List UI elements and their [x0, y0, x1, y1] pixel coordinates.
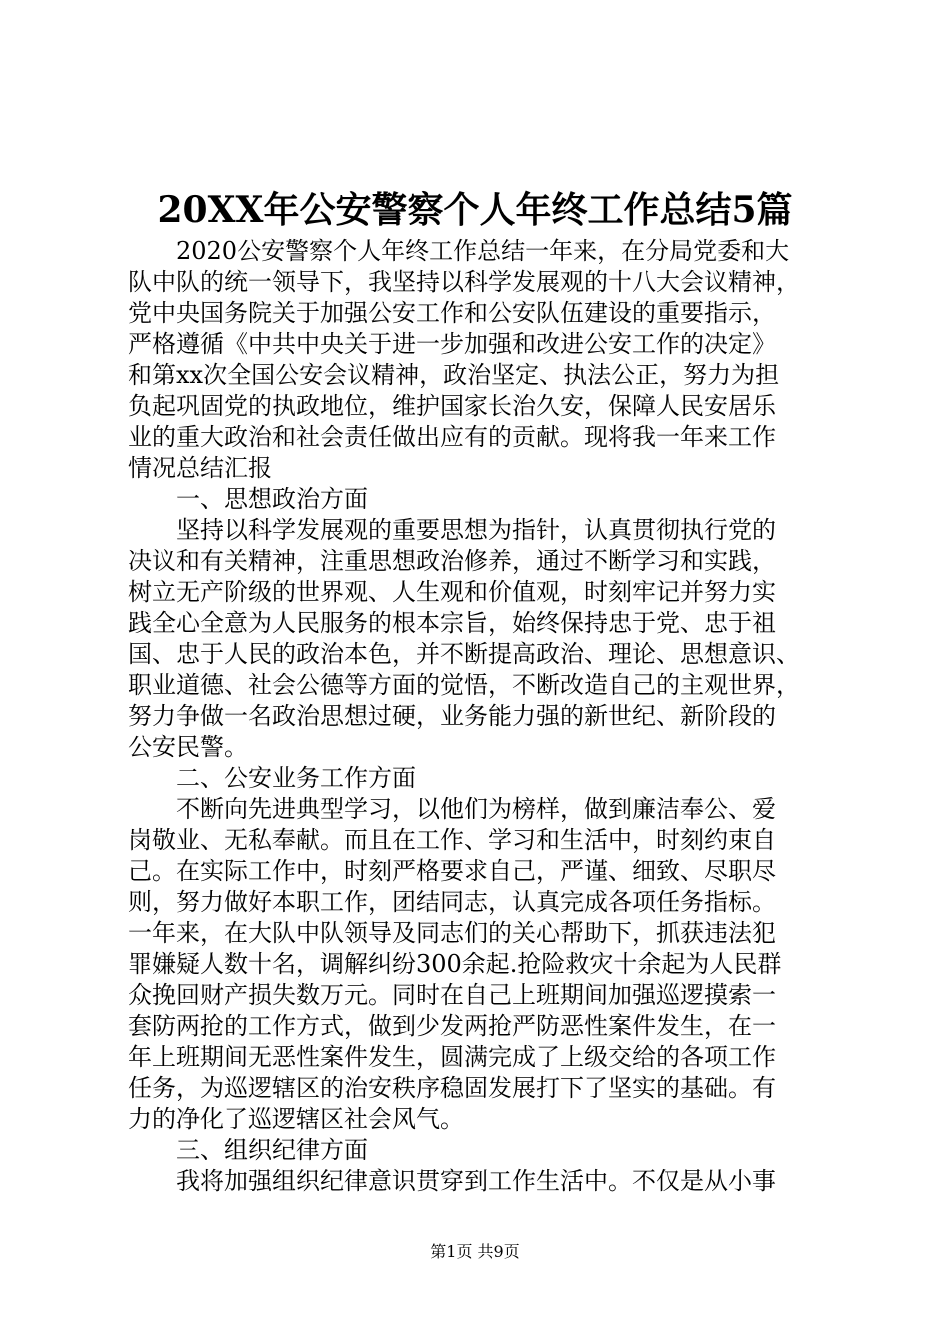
section-heading: 一、思想政治方面 [128, 485, 368, 513]
body-line: 情况总结汇报 [128, 454, 272, 482]
body-line: 努力争做一名政治思想过硬，业务能力强的新世纪、新阶段的 [128, 702, 776, 730]
body-line: 岗敬业、无私奉献。而且在工作、学习和生活中，时刻约束自 [128, 826, 776, 854]
body-line: 树立无产阶级的世界观、人生观和价值观，时刻牢记并努力实 [128, 578, 776, 606]
body-line: 负起巩固党的执政地位，维护国家长治久安，保障人民安居乐 [128, 392, 776, 420]
body-line: 则，努力做好本职工作，团结同志，认真完成各项任务指标。 [128, 888, 776, 916]
body-line: 众挽回财产损失数万元。同时在自己上班期间加强巡逻摸索一 [128, 981, 776, 1009]
body-line: 公安民警。 [128, 733, 248, 761]
section-heading: 二、公安业务工作方面 [128, 764, 416, 792]
body-line: 不断向先进典型学习，以他们为榜样，做到廉洁奉公、爱 [128, 795, 776, 823]
body-line: 年上班期间无恶性案件发生，圆满完成了上级交给的各项工作 [128, 1043, 776, 1071]
body-line: 严格遵循《中共中央关于进一步加强和改进公安工作的决定》 [128, 330, 776, 358]
body-line: 业的重大政治和社会责任做出应有的贡献。现将我一年来工作 [128, 423, 776, 451]
document-title: 20XX年公安警察个人年终工作总结5篇 [157, 189, 793, 231]
body-line: 国、忠于人民的政治本色，并不断提高政治、理论、思想意识、 [128, 640, 800, 668]
body-line: 一年来，在大队中队领导及同志们的关心帮助下，抓获违法犯 [128, 919, 776, 947]
body-line: 职业道德、社会公德等方面的觉悟，不断改造自己的主观世界， [128, 671, 800, 699]
document-body [128, 236, 848, 1197]
body-line: 己。在实际工作中，时刻严格要求自己，严谨、细致、尽职尽 [128, 857, 776, 885]
body-line: 决议和有关精神，注重思想政治修养，通过不断学习和实践， [128, 547, 776, 575]
body-line: 罪嫌疑人数十名，调解纠纷300余起.抢险救灾十余起为人民群 [128, 950, 782, 978]
body-line: 和第xx次全国公安会议精神，政治坚定、执法公正，努力为担 [128, 361, 780, 389]
body-line: 力的净化了巡逻辖区社会风气。 [128, 1105, 464, 1133]
page-footer: 第1页 共9页 [430, 1242, 520, 1261]
body-line: 我将加强组织纪律意识贯穿到工作生活中。不仅是从小事 [128, 1167, 776, 1195]
body-line: 2020公安警察个人年终工作总结一年来，在分局党委和大 [128, 237, 790, 265]
body-line: 套防两抢的工作方式，做到少发两抢严防恶性案件发生，在一 [128, 1012, 776, 1040]
section-heading: 三、组织纪律方面 [128, 1136, 368, 1164]
body-line: 坚持以科学发展观的重要思想为指针，认真贯彻执行党的 [128, 516, 776, 544]
body-line: 任务，为巡逻辖区的治安秩序稳固发展打下了坚实的基础。有 [128, 1074, 776, 1102]
body-line: 队中队的统一领导下，我坚持以科学发展观的十八大会议精神， [128, 268, 800, 296]
body-line: 党中央国务院关于加强公安工作和公安队伍建设的重要指示， [128, 299, 776, 327]
body-line: 践全心全意为人民服务的根本宗旨，始终保持忠于党、忠于祖 [128, 609, 776, 637]
